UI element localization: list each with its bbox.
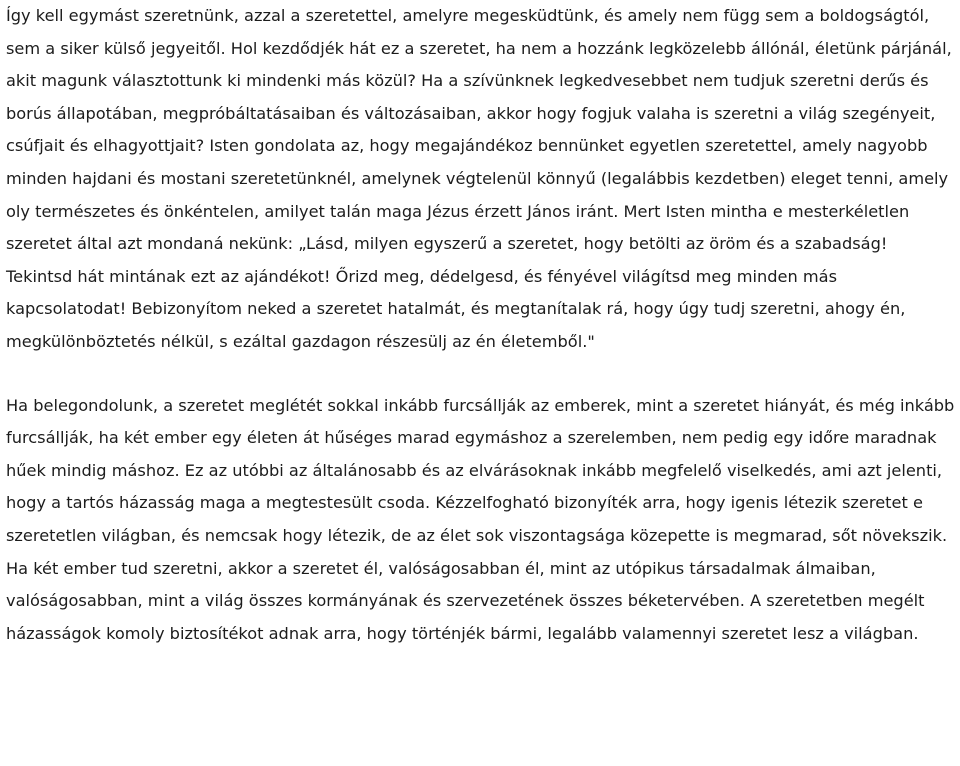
document-page (6, 0, 956, 650)
paragraph-1: Így kell egymást szeretnünk, azzal a szeretettel, amelyre megesküdtünk, és amely nem függ sem a boldogságtól, sem a siker külső jegyeitől. Hol kezdődjék hát ez a szeretet, ha nem a hozzánk legközelebb állónál, életünk párjánál, akit magunk választottunk ki mindenki más közül? Ha a szívünknek legkedvesebbet nem tudjuk szeretni derűs és borús állapotában, megpróbáltatásaiban és változásaiban, akkor hogy fogjuk valaha is szeretni a világ szegényeit, csúfjait és elhagyottjait? Isten gondolata az, hogy megajándékoz bennünket egyetlen szeretettel, amely nagyobb minden hajdani és mostani szeretetünknél, amelynek végtelenül könnyű (legalábbis kezdetben) eleget tenni, amely oly természetes és önkéntelen, amilyet talán maga Jézus érzett János iránt. Mert Isten mintha e mesterkéletlen szeretet által azt mondaná nekünk: „Lásd, milyen egyszerű a szeretet, hogy betölti az öröm és a szabadság! Tekintsd hát mintának ezt az ajándékot! Őrizd meg, dédelgesd, és fényével világítsd meg minden más kapcsolatodat! Bebizonyítom neked a szeretet hatalmát, és megtanítalak rá, hogy úgy tudj szeretni, ahogy én, megkülönböztetés nélkül, s ezáltal gazdagon részesülj az én életemből." (6, 6, 952, 351)
paragraph-2: Ha belegondolunk, a szeretet meglétét sokkal inkább furcsállják az emberek, mint a szeretet hiányát, és még inkább furcsállják, ha két ember egy életen át hűséges marad egymáshoz a szerelemben, nem pedig egy időre maradnak hűek mindig máshoz. Ez az utóbbi az általánosabb és az elvárásoknak inkább megfelelő viselkedés, ami azt jelenti, hogy a tartós házasság maga a megtestesült csoda. Kézzelfogható bizonyíték arra, hogy igenis létezik szeretet e szeretetlen világban, és nemcsak hogy létezik, de az élet sok viszontagsága közepette is megmarad, sőt növekszik. Ha két ember tud szeretni, akkor a szeretet él, valóságosabban él, mint az utópikus társadalmak álmaiban, valóságosabban, mint a világ összes kormányának és szervezetének összes béketervében. A szeretetben megélt házasságok komoly biztosítékot adnak arra, hogy történjék bármi, legalább valamennyi szeretet lesz a világban. (6, 395, 955, 643)
